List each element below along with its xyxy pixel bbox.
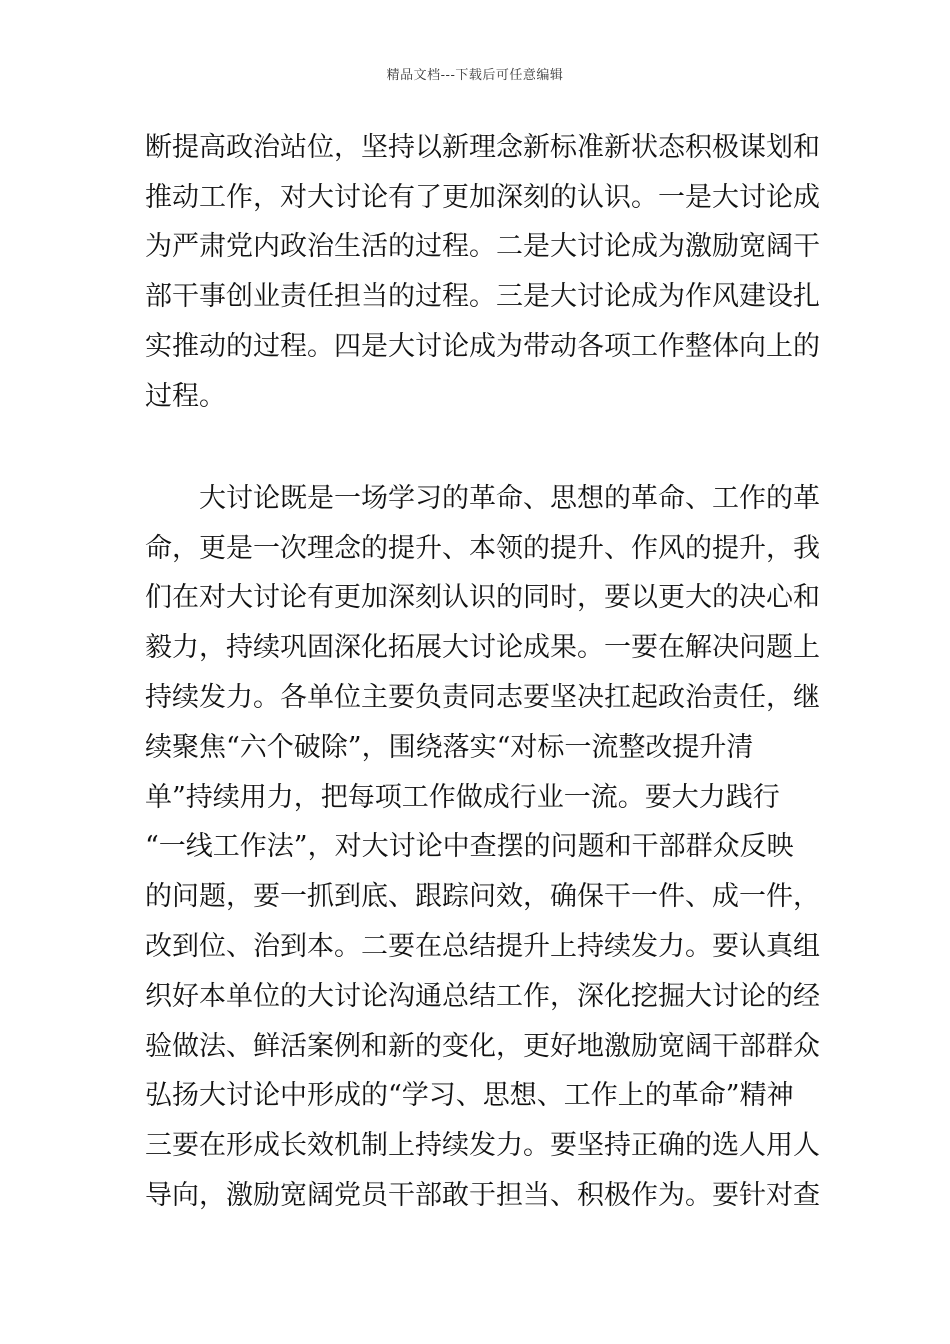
text-line: “一线工作法”，对大讨论中查摆的问题和干部群众反映 (145, 831, 794, 862)
text-line: 为严肃党内政治生活的过程。二是大讨论成为激励宽阔干 (145, 231, 820, 262)
text-line: 导向，激励宽阔党员干部敢于担当、积极作为。要针对查 (145, 1180, 820, 1211)
text-line: 命，更是一次理念的提升、本领的提升、作风的提升，我 (145, 533, 820, 564)
text-line: 续聚焦“六个破除”，围绕落实“对标一流整改提升清 (145, 732, 754, 763)
text-line: 推动工作，对大讨论有了更加深刻的认识。一是大讨论成 (145, 182, 820, 213)
text-line: 改到位、治到本。二要在总结提升上持续发力。要认真组 (145, 931, 820, 962)
text-line: 验做法、鲜活案例和新的变化，更好地激励宽阔干部群众 (145, 1031, 820, 1062)
page-header: 精品文档---下载后可任意编辑 (386, 68, 564, 83)
text-line: 三要在形成长效机制上持续发力。要坚持正确的选人用人 (145, 1130, 820, 1161)
text-line: 的问题，要一抓到底、跟踪问效，确保干一件、成一件， (145, 881, 820, 912)
text-line: 实推动的过程。四是大讨论成为带动各项工作整体向上的 (145, 331, 820, 362)
text-line: 过程。 (145, 381, 226, 412)
text-line: 部干事创业责任担当的过程。三是大讨论成为作风建设扎 (145, 281, 820, 312)
text-line: 织好本单位的大讨论沟通总结工作，深化挖掘大讨论的经 (145, 981, 820, 1012)
text-line: 们在对大讨论有更加深刻认识的同时，要以更大的决心和 (145, 582, 820, 613)
text-line: 持续发力。各单位主要负责同志要坚决扛起政治责任，继 (145, 682, 820, 713)
text-line: 毅力，持续巩固深化拓展大讨论成果。一要在解决问题上 (145, 632, 820, 663)
text-line: 弘扬大讨论中形成的“学习、思想、工作上的革命”精神 (145, 1080, 794, 1111)
text-line: 断提高政治站位，坚持以新理念新标准新状态积极谋划和 (145, 132, 820, 163)
text-line: 大讨论既是一场学习的革命、思想的革命、工作的革 (145, 483, 820, 514)
text-line: 单”持续用力，把每项工作做成行业一流。要大力践行 (145, 782, 780, 813)
